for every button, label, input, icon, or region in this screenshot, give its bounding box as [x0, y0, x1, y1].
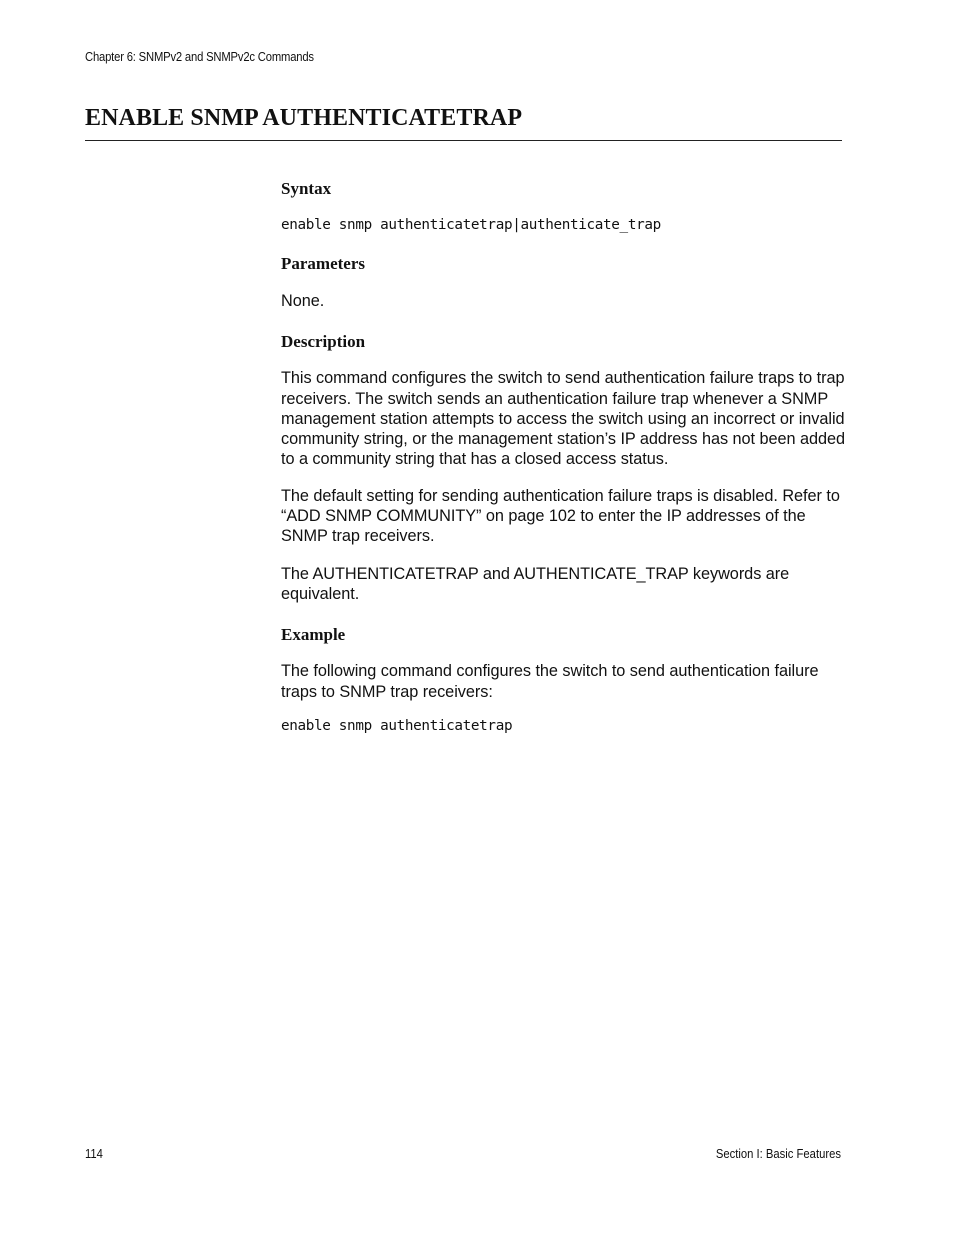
page-number: 114 — [85, 1147, 103, 1161]
example-text: The following command configures the switch to send authentication failure traps to SNMP trap receivers: — [281, 662, 819, 701]
title-rule — [85, 140, 842, 141]
syntax-heading: Syntax — [281, 179, 332, 198]
footer-section: Section I: Basic Features — [715, 1147, 841, 1161]
example-code: enable snmp authenticatetrap — [281, 717, 513, 734]
description-paragraph: The AUTHENTICATETRAP and AUTHENTICATE_TRAP keywords are equivalent. — [281, 564, 790, 603]
running-header: Chapter 6: SNMPv2 and SNMPv2c Commands — [85, 50, 314, 64]
command-content — [281, 178, 846, 736]
example-heading: Example — [281, 625, 346, 645]
page-title: ENABLE SNMP AUTHENTICATETRAP — [85, 105, 523, 131]
description-paragraph: This command configures the switch to send authentication failure traps to trap receivers. The switch sends an authentication failure trap whenever a SNMP management station attempts to access the switch using an incorrect or invalid community string, or the management station’s IP address has not been added to a community string that has a closed access status. — [281, 369, 846, 469]
parameters-heading: Parameters — [281, 254, 366, 273]
description-heading: Description — [281, 332, 366, 352]
syntax-code: enable snmp authenticatetrap|authenticate_trap — [281, 217, 661, 233]
description-paragraph: The default setting for sending authentication failure traps is disabled. Refer to “ADD SNMP COMMUNITY” on page 102 to enter the IP addresses of the SNMP trap receivers. — [281, 486, 840, 546]
parameters-text: None. — [281, 292, 325, 310]
